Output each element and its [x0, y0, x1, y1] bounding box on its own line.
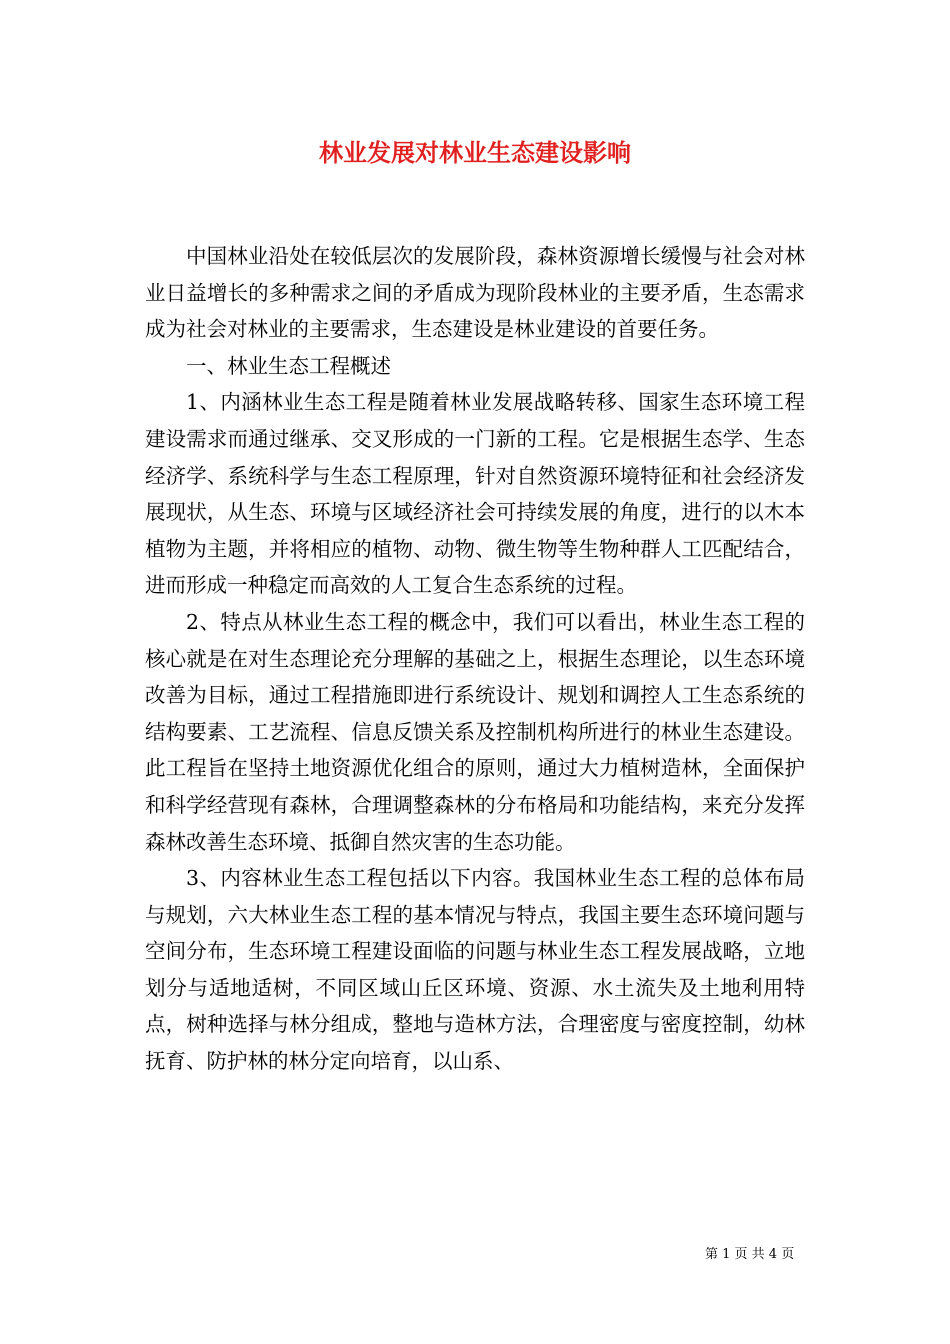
section-heading: 一、林业生态工程概述 — [186, 353, 391, 378]
page-title: 林业发展对林业生态建设影响 — [319, 138, 631, 167]
page-number: 第 1 页 共 4 页 — [705, 1247, 795, 1262]
paragraph-content: 3、内容林业生态工程包括以下内容。我国林业生态工程的总体布局与规划，六大林业生态工程的基本情况与特点，我国主要生态环境问题与空间分布，生态环境工程建设面临的问题与林业生态工程发展战略，立地划分与适地适树，不同区域山丘区环境、资源、水土流失及土地利用特点，树种选择与林分组成，整地与造林方法，合理密度与密度控制，幼林抚育、防护林的林分定向培育，以山系、 — [145, 866, 805, 1074]
paragraph-features: 2、特点从林业生态工程的概念中，我们可以看出，林业生态工程的核心就是在对生态理论充分理解的基础之上，根据生态理论，以生态环境改善为目标，通过工程措施即进行系统设计、规划和调控人工生态系统的结构要素、工艺流程、信息反馈关系及控制机构所进行的林业生态建设。此工程旨在坚持土地资源优化组合的原则，通过大力植树造林，全面保护和科学经营现有森林，合理调整森林的分布格局和功能结构，来充分发挥森林改善生态环境、抵御自然灾害的生态功能。 — [145, 609, 805, 854]
paragraph-connotation: 1、内涵林业生态工程是随着林业发展战略转移、国家生态环境工程建设需求而通过继承、交叉形成的一门新的工程。它是根据生态学、生态经济学、系统科学与生态工程原理，针对自然资源环境特征和社会经济发展现状，从生态、环境与区域经济社会可持续发展的角度，进行的以木本植物为主题，并将相应的植物、动物、微生物等生物种群人工匹配结合，进而形成一种稳定而高效的人工复合生态系统的过程。 — [145, 390, 805, 598]
page-footer — [705, 1247, 815, 1263]
paragraph-intro: 中国林业沿处在较低层次的发展阶段，森林资源增长缓慢与社会对林业日益增长的多种需求之间的矛盾成为现阶段林业的主要矛盾，生态需求成为社会对林业的主要需求，生态建设是林业建设的首要任务。 — [145, 244, 805, 342]
document-body — [145, 238, 805, 1080]
